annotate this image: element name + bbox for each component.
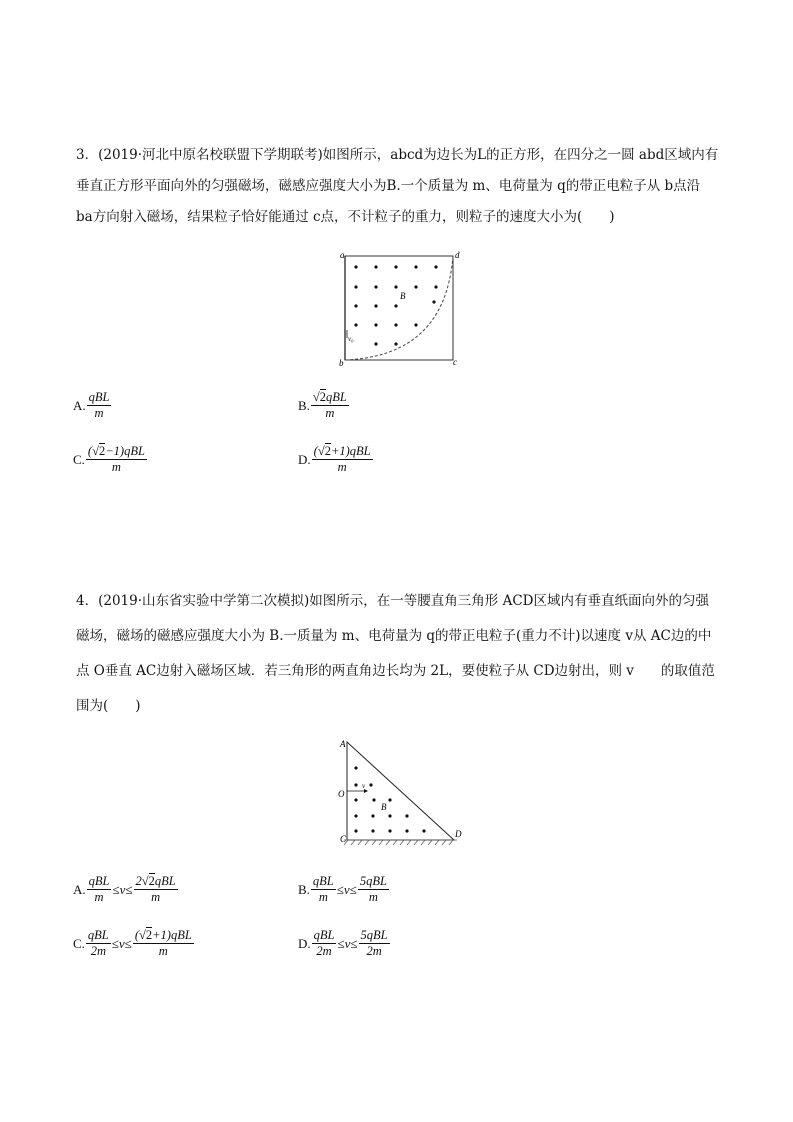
q3-label-d: d	[455, 250, 460, 260]
question-3	[76, 140, 726, 233]
q4-label-C: C	[340, 834, 347, 844]
q3-line-1: 3．(2019·河北中原名校联盟下学期联考)如图所示，abcd为边长为L的正方形，在四分之一圆 abd区域内有	[76, 147, 719, 163]
q4-line-3: 点 O垂直 AC边射入磁场区域．若三角形的两直角边长均为 2L，要使粒子从 CD边射出，则 v 的取值范	[76, 663, 715, 679]
q4-label-D: D	[455, 829, 462, 839]
q3-option-a[interactable]: A. $\frac{\text{qBL}}{m}$	[73, 390, 110, 420]
q3-line-2: 垂直正方形平面向外的匀强磁场，磁感应强度大小为B.一个质量为 m、电荷量为 q的带正电粒子从 b点沿	[76, 178, 701, 194]
q4-figure	[334, 736, 469, 851]
q3-number: 3．	[76, 147, 99, 163]
q4-option-d[interactable]: D. $\frac{\text{qBL}}{2m}$ ≤v≤ $\frac{\text{5qBL}}{2m}$	[298, 928, 388, 958]
q4-ground-hatch	[344, 840, 457, 845]
q4-line-1: 4．(2019·山东省实验中学第二次模拟)如图所示，在一等腰直角三角形 ACD区域内有垂直纸面向外的匀强	[76, 593, 709, 609]
q3-option-c[interactable]: C. $\frac{\text{(√2−1)qBL}}{m}$	[73, 444, 145, 474]
q3-arc	[345, 256, 453, 360]
q4-line-4: 围为( )	[76, 698, 141, 714]
q4-option-a[interactable]: A. $\frac{\text{qBL}}{m}$ ≤v≤ $\frac{\text{2√2qBL}}{m}$	[73, 874, 176, 904]
q3-label-B: B	[400, 291, 406, 301]
q3-option-c-fraction: $\frac{\text{(√2−1)qBL}}{m}$	[87, 444, 145, 474]
q3-option-b-fraction: $\frac{\text{√2qBL}}{m}$	[312, 390, 347, 420]
q3-line-3: ba方向射入磁场，结果粒子恰好能通过 c点，不计粒子的重力，则粒子的速度大小为( )	[76, 209, 615, 225]
q4-label-A: A	[340, 739, 346, 749]
q4-line-2: 磁场，磁场的磁感应强度大小为 B.一质量为 m、电荷量为 q的带正电粒子(重力不计)以速度 v从 AC边的中	[76, 628, 712, 644]
q4-label-O: O	[338, 789, 345, 799]
question-4	[76, 584, 726, 724]
q3-figure	[330, 248, 465, 370]
q3-option-a-fraction: $\frac{\text{qBL}}{m}$	[88, 390, 110, 420]
q3-label-b: b	[339, 358, 344, 368]
q4-label-v: v	[362, 782, 366, 790]
q4-number: 4．	[76, 593, 99, 609]
q3-field-dots	[354, 265, 437, 345]
q3-option-d[interactable]: D. $\frac{\text{(√2+1)qBL}}{m}$	[298, 444, 371, 474]
q4-option-b[interactable]: B. $\frac{\text{qBL}}{m}$ ≤v≤ $\frac{\text{5qBL}}{m}$	[298, 874, 387, 904]
q3-square	[345, 256, 453, 360]
q4-option-c[interactable]: C. $\frac{\text{qBL}}{2m}$ ≤v≤ $\frac{\text{(√2+1)qBL}}{m}$	[73, 928, 192, 958]
q3-label-a: a	[340, 250, 345, 260]
q3-option-d-fraction: $\frac{\text{(√2+1)qBL}}{m}$	[313, 444, 371, 474]
q3-label-v0: v₀	[348, 335, 354, 343]
q3-label-c: c	[453, 357, 457, 367]
q4-field-dots	[354, 766, 425, 832]
q4-label-B: B	[381, 802, 387, 812]
q3-option-b[interactable]: B. $\frac{\text{√2qBL}}{m}$	[298, 390, 347, 420]
